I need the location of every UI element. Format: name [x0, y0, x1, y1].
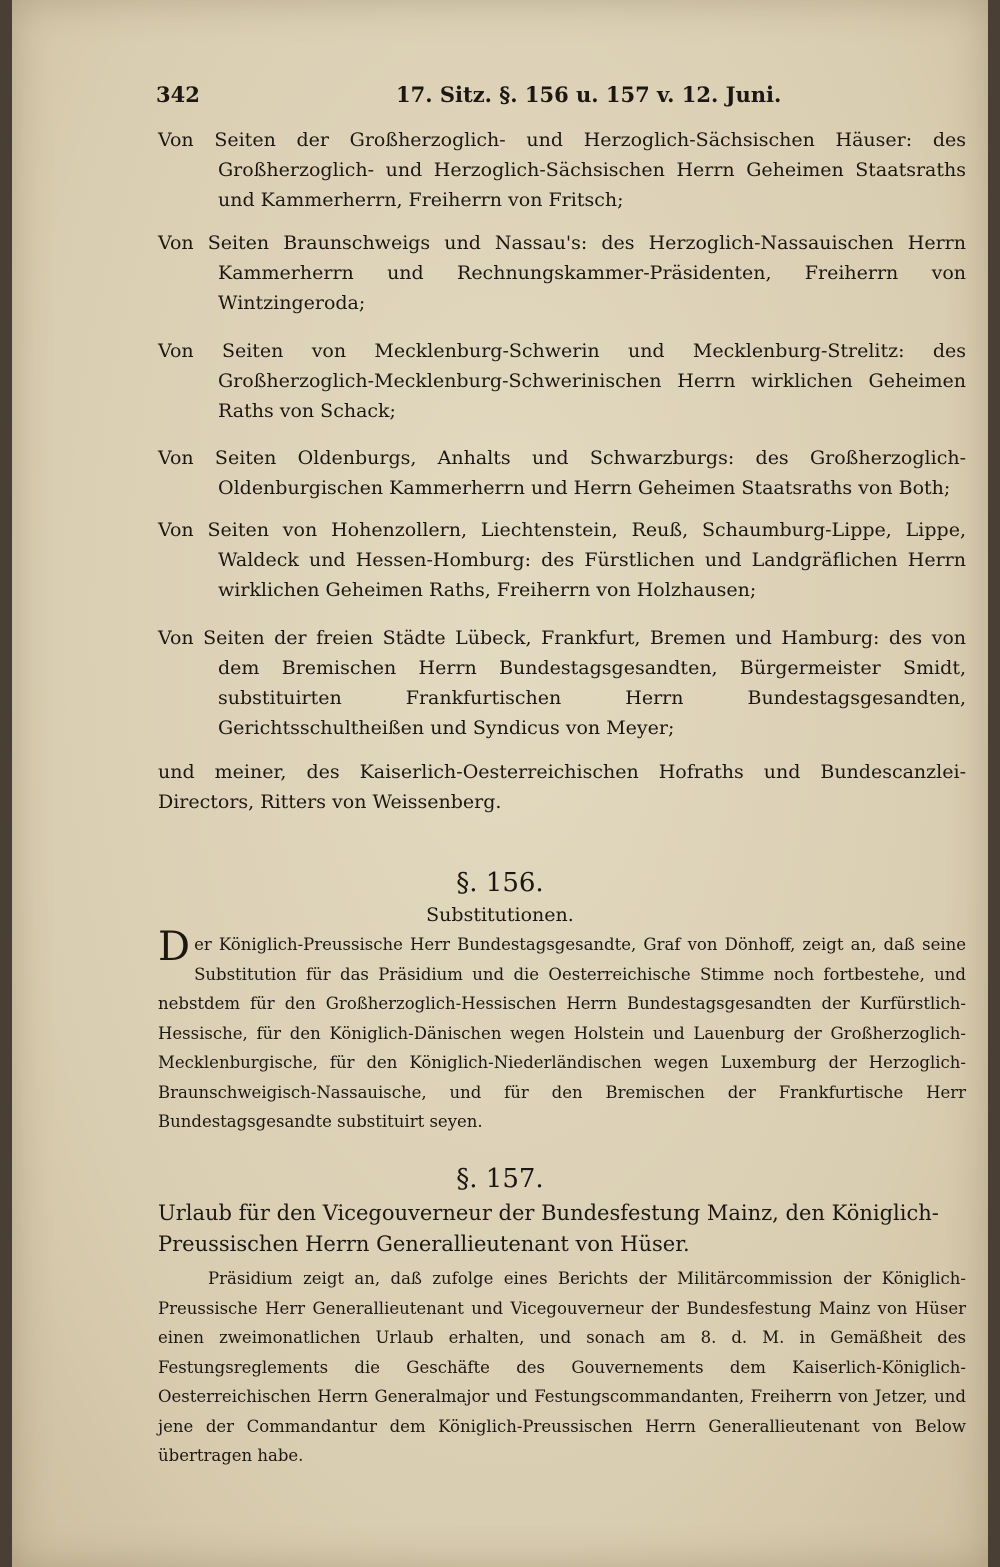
- page-header: [156, 82, 966, 116]
- paragraph-mecklenburg: Von Seiten von Mecklenburg-Schwerin und Mecklenburg-Strelitz: des Großherzoglich-Mecklenburg-Schwerinischen Herrn wirklichen Geheimen Raths von Schack;: [158, 340, 966, 422]
- section-156-body: [158, 924, 966, 1137]
- section-156-text: er Königlich-Preussische Herr Bundestagsgesandte, Graf von Dönhoff, zeigt an, daß seine Substitution für das Präsidium und die Oesterreichische Stimme noch fortbestehe, und nebstdem für den Großherzoglich-Hessischen Herrn Bundestagsgesandten der Kurfürstlich-Hessische, für den Königlich-Dänischen wegen Holstein und Lauenburg der Großherzoglich-Mecklenburgische, für den Königlich-Niederländischen wegen Luxemburg der Herzoglich-Braunschweigisch-Nassauische, und für den Bremischen der Frankfurtische Herr Bundestagsgesandte substituirt seyen.: [158, 935, 966, 1131]
- running-head: 17. Sitz. §. 156 u. 157 v. 12. Juni.: [396, 82, 782, 107]
- paragraph-brunswick-nassau: Von Seiten Braunschweigs und Nassau's: des Herzoglich-Nassauischen Herrn Kammerherrn und Rechnungskammer-Präsidenten, Freiherrn von Wintzingeroda;: [158, 232, 966, 314]
- section-156-title: Substitutionen.: [426, 904, 574, 926]
- paragraph-oldenburg: Von Seiten Oldenburgs, Anhalts und Schwarzburgs: des Großherzoglich-Oldenburgischen Kammerherrn und Herrn Geheimen Staatsraths von Both;: [158, 447, 966, 499]
- dropcap-letter: D: [158, 924, 191, 970]
- paragraph-weissenberg: und meiner, des Kaiserlich-Oesterreichischen Hofraths und Bundescanzlei-Directors, Ritters von Weissenberg.: [158, 761, 966, 813]
- paragraph-hohenzollern: Von Seiten von Hohenzollern, Liechtenstein, Reuß, Schaumburg-Lippe, Lippe, Waldeck und Hessen-Homburg: des Fürstlichen und Landgräflichen Herrn wirklichen Geheimen Raths, Freiherrn von Holzhausen;: [158, 519, 966, 601]
- paragraph-free-cities: Von Seiten der freien Städte Lübeck, Frankfurt, Bremen und Hamburg: des von dem Bremischen Herrn Bundestagsgesandten, Bürgermeister Smidt, substituirten Frankfurtischen Herrn Bundestagsgesandten, Gerichtsschultheißen und Syndicus von Meyer;: [158, 627, 966, 739]
- section-157-title: Urlaub für den Vicegouverneur der Bundesfestung Mainz, den Königlich-Preussischen Herrn Generallieutenant von Hüser.: [158, 1201, 939, 1256]
- paragraph-saxon-houses: Von Seiten der Großherzoglich- und Herzoglich-Sächsischen Häuser: des Großherzoglich- und Herzoglich-Sächsischen Herrn Geheimen Staatsraths und Kammerherrn, Freiherrn von Fritsch;: [158, 129, 966, 211]
- section-157-body: Präsidium zeigt an, daß zufolge eines Berichts der Militärcommission der Königlich-Preussische Herr Generallieutenant und Vicegouverneur der Bundesfestung Mainz von Hüser einen zweimonatlichen Urlaub erhalten, und sonach am 8. d. M. in Gemäßheit des Festungsreglements die Geschäfte des Gouvernements dem Kaiserlich-Königlich-Oesterreichischen Herrn Generalmajor und Festungscommandanten, Freiherrn von Jetzer, und jene der Commandantur dem Königlich-Preussischen Herrn Generallieutenant von Below übertragen habe.: [158, 1269, 966, 1465]
- section-157-number: §. 157.: [456, 1164, 544, 1194]
- page-number: 342: [156, 82, 200, 107]
- section-156-number: §. 156.: [456, 868, 544, 898]
